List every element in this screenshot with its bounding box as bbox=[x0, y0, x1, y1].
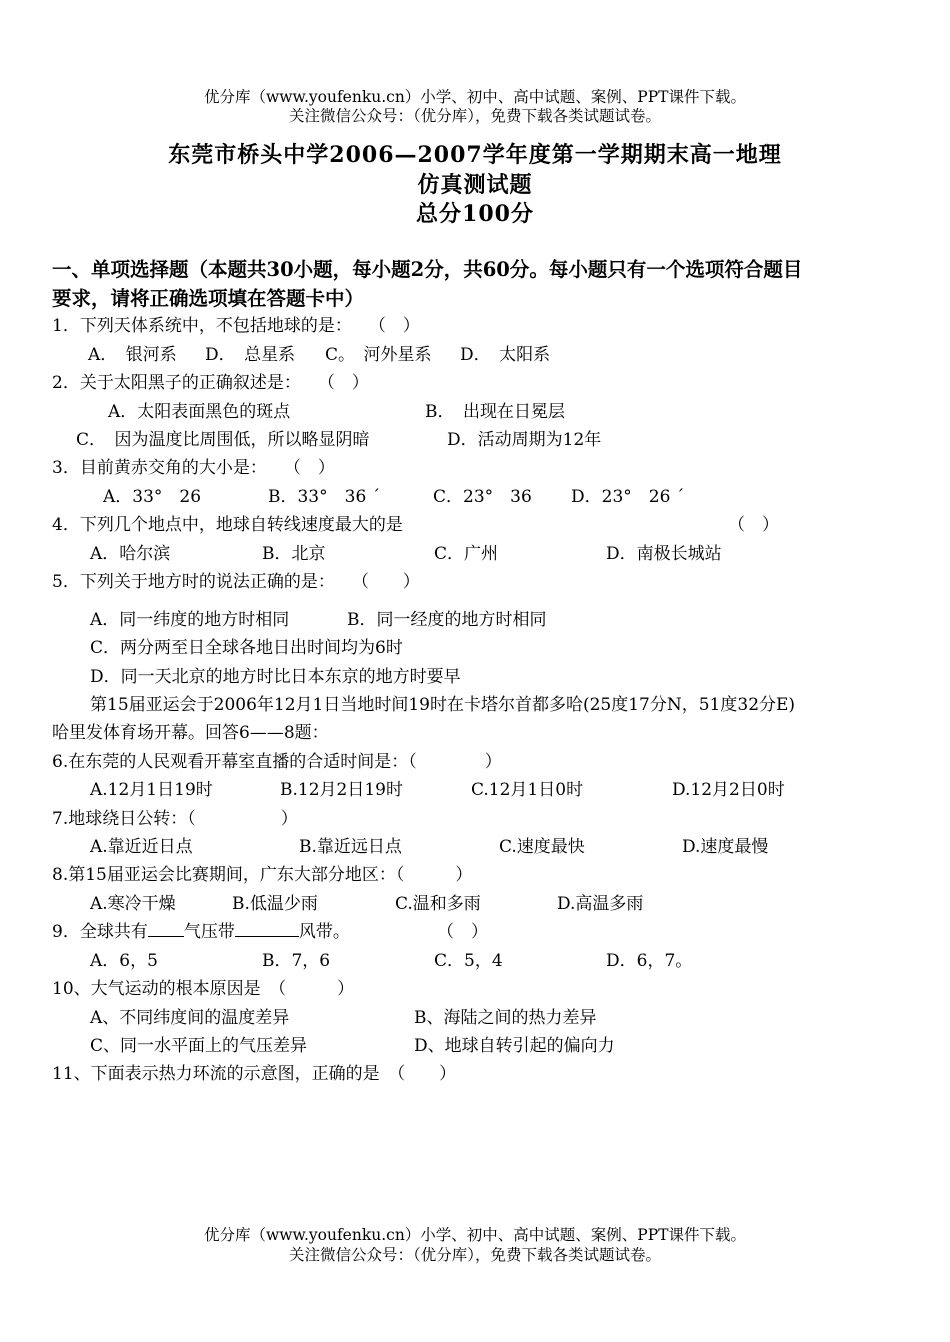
q4-answer-paren: （ ） bbox=[728, 515, 779, 535]
q1-option-c: C。 河外星系 bbox=[325, 345, 432, 365]
q9-option-a: A．6，5 bbox=[90, 951, 158, 971]
q7-option-a: A.靠近近日点 bbox=[90, 837, 193, 857]
q9-blank-2 bbox=[235, 922, 299, 937]
q3-option-b: B．33° 36 ´ bbox=[268, 487, 381, 507]
footer-line-1: 优分库（www.youfenku.cn）小学、初中、高中试题、案例、PPT课件下载。 bbox=[203, 1226, 747, 1244]
q3-option-a: A．33° 26 bbox=[103, 487, 202, 507]
q5-option-b: B．同一经度的地方时相同 bbox=[347, 610, 547, 630]
q1-stem: 1．下列天体系统中，不包括地球的是： （ ） bbox=[52, 316, 420, 336]
q2-option-d: D．活动周期为12年 bbox=[447, 430, 602, 450]
total-score: 总分100分 bbox=[416, 201, 534, 227]
section-heading-line-2: 要求，请将正确选项填在答题卡中） bbox=[52, 287, 365, 310]
q2-option-a: A．太阳表面黑色的斑点 bbox=[108, 402, 291, 422]
q4-stem: 4．下列几个地点中，地球自转线速度最大的是 bbox=[52, 515, 403, 535]
q9-option-c: C．5，4 bbox=[434, 951, 503, 971]
q8-option-a: A.寒冷干燥 bbox=[90, 894, 176, 914]
q7-stem: 7.地球绕日公转：（ ） bbox=[52, 809, 298, 829]
q9-option-b: B．7，6 bbox=[262, 951, 331, 971]
q11-stem: 11、下面表示热力环流的示意图，正确的是 （ ） bbox=[52, 1064, 457, 1084]
q7-option-d: D.速度最慢 bbox=[682, 837, 769, 857]
q9-stem-post: 风带。 bbox=[298, 922, 350, 942]
q9-stem bbox=[52, 917, 350, 942]
q8-option-b: B.低温少雨 bbox=[232, 894, 318, 914]
q4-option-d: D．南极长城站 bbox=[606, 544, 722, 564]
q3-option-d: D．23° 26 ´ bbox=[571, 487, 685, 507]
footer-line-2: 关注微信公众号：（优分库），免费下载各类试题试卷。 bbox=[288, 1246, 661, 1264]
q5-option-d: D．同一天北京的地方时比日本东京的地方时要早 bbox=[90, 667, 461, 687]
q4-option-c: C．广州 bbox=[434, 544, 499, 564]
q1-option-d: D． 总星系 bbox=[205, 345, 296, 365]
q5-option-c: C．两分两至日全球各地日出时间均为6时 bbox=[90, 638, 403, 658]
q9-answer-paren: （ ） bbox=[437, 922, 488, 942]
exam-subtitle: 仿真测试题 bbox=[417, 172, 533, 198]
q7-option-c: C.速度最快 bbox=[499, 837, 585, 857]
q1-option-a: A． 银河系 bbox=[88, 345, 177, 365]
q2-stem: 2．关于太阳黑子的正确叙述是： （ ） bbox=[52, 373, 369, 393]
section-heading-line-1: 一、单项选择题（本题共30小题，每小题2分，共60分。每小题只有一个选项符合题目 bbox=[52, 258, 803, 281]
q10-option-c: C、同一水平面上的气压差异 bbox=[90, 1036, 308, 1056]
q6-option-b: B.12月2日19时 bbox=[280, 780, 403, 800]
q3-option-c: C．23° 36 bbox=[433, 487, 532, 507]
exam-title: 东莞市桥头中学2006—2007学年度第一学期期末高一地理 bbox=[168, 142, 782, 168]
q2-option-b: B． 出现在日冕层 bbox=[425, 402, 565, 422]
q6-option-d: D.12月2日0时 bbox=[672, 780, 785, 800]
q10-option-b: B、海陆之间的热力差异 bbox=[414, 1008, 597, 1028]
q2-option-c: C． 因为温度比周围低，所以略显阴暗 bbox=[76, 430, 370, 450]
q8-option-d: D.高温多雨 bbox=[557, 894, 644, 914]
q10-stem: 10、大气运动的根本原因是 （ ） bbox=[52, 979, 355, 999]
passage-line-1: 第15届亚运会于2006年12月1日当地时间19时在卡塔尔首都多哈(25度17分N，51度32分E) bbox=[90, 695, 796, 715]
q9-stem-mid: 气压带 bbox=[183, 922, 235, 942]
q4-option-a: A．哈尔滨 bbox=[90, 544, 171, 564]
q8-stem: 8.第15届亚运会比赛期间，广东大部分地区：（ ） bbox=[52, 865, 473, 885]
q4-option-b: B．北京 bbox=[262, 544, 326, 564]
q6-option-c: C.12月1日0时 bbox=[471, 780, 584, 800]
q5-option-a: A．同一纬度的地方时相同 bbox=[90, 610, 290, 630]
q10-option-a: A、不同纬度间的温度差异 bbox=[90, 1008, 290, 1028]
q9-stem-pre: 9．全球共有 bbox=[52, 922, 148, 942]
q5-stem: 5．下列关于地方时的说法正确的是： （ ） bbox=[52, 572, 420, 592]
q9-blank-1 bbox=[148, 922, 184, 937]
passage-line-2: 哈里发体育场开幕。回答6——8题： bbox=[52, 723, 329, 743]
q3-stem: 3．目前黄赤交角的大小是： （ ） bbox=[52, 458, 335, 478]
q1-option-d2: D． 太阳系 bbox=[460, 345, 551, 365]
q6-option-a: A.12月1日19时 bbox=[90, 780, 213, 800]
q7-option-b: B.靠近远日点 bbox=[299, 837, 402, 857]
q10-option-d: D、地球自转引起的偏向力 bbox=[414, 1036, 615, 1056]
q6-stem: 6.在东莞的人民观看开幕室直播的合适时间是：（ ） bbox=[52, 752, 502, 772]
q9-option-d: D．6，7。 bbox=[606, 951, 693, 971]
q8-option-c: C.温和多雨 bbox=[395, 894, 481, 914]
header-line-1: 优分库（www.youfenku.cn）小学、初中、高中试题、案例、PPT课件下载。 bbox=[203, 88, 747, 106]
header-line-2: 关注微信公众号：（优分库），免费下载各类试题试卷。 bbox=[288, 107, 661, 125]
